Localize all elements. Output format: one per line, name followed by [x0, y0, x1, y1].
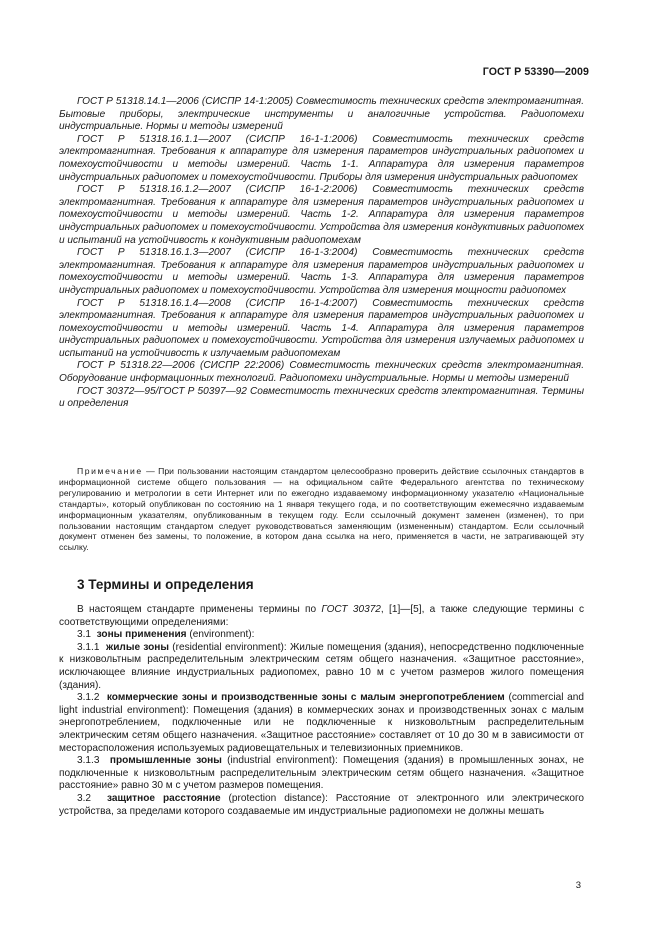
definition-item: [59, 642, 584, 692]
section-title: 3 Термины и определения: [77, 577, 254, 592]
document-header-number: ГОСТ Р 53390—2009: [482, 66, 589, 78]
note-label: Примечание: [77, 466, 143, 476]
reference-item: ГОСТ Р 51318.16.1.1—2007 (СИСПР 16-1-1:2006) Совместимость технических средств электромагнитная. Требования к аппаратуре для измерения параметров индустриальных радиопомех и помехоустойчивости и методы измерений. Часть 1-1. Аппаратура для измерения параметров индустриальных радиопомех и помехоустойчивости. Приборы для измерения индустриальных радиопомех: [59, 133, 584, 183]
definition-number: 3.2: [77, 792, 92, 804]
definition-number: 3.1.3: [77, 755, 100, 767]
section-body: [59, 604, 584, 818]
reference-item: ГОСТ Р 51318.22—2006 (СИСПР 22:2006) Совместимость технических средств электромагнитная. Оборудование информационных технологий. Радиопомехи индустриальные. Нормы и методы измерений: [59, 360, 584, 385]
definition-text: (environment):: [186, 629, 255, 641]
reference-item: ГОСТ Р 51318.16.1.4—2008 (СИСПР 16-1-4:2007) Совместимость технических средств электромагнитная. Требования к аппаратуре для измерения параметров индустриальных радиопомех и помехоустойчивости и методы измерений. Часть 1-4. Аппаратура для измерения параметров индустриальных радиопомех и помехоустойчивости. Устройства для измерения излучаемых радиопомех и испытаний на устойчивость к излучаемым радиопомехам: [59, 297, 584, 359]
reference-item: ГОСТ Р 51318.16.1.3—2007 (СИСПР 16-1-3:2004) Совместимость технических средств электромагнитная. Требования к аппаратуре для измерения параметров индустриальных радиопомех и помехоустойчивости и методы измерений. Часть 1-3. Аппаратура для измерения параметров индустриальных радиопомех и помехоустойчивости. Устройства для измерения мощности радиопомех: [59, 247, 584, 296]
definition-text: (industrial environment): Помещения (здания) в промышленных зонах, не подключенные к низковольтным распределительным электрическим сетям общего назначения. «Защитное расстояние» равно 30 м с учетом размеров помещения.: [59, 755, 584, 792]
definition-text: (commercial and light industrial environment): Помещения (здания) в коммерческих зонах и производственных зонах с малым энергопотреблением, подключенные или не подключенные к низковольтным распределительным электрическим сетям общего назначения. «Защитное расстояние» составляет от 10 до 30 м в зависимости от месторасположения используемых радиовещательных и телевизионных приемников.: [59, 692, 584, 754]
definition-item: [59, 692, 584, 755]
page-number: 3: [575, 880, 581, 891]
definition-number: 3.1.2: [77, 692, 100, 704]
definition-number: 3.1.1: [77, 641, 100, 653]
normative-references-list: [59, 96, 584, 411]
definition-term: зоны применения: [96, 629, 187, 641]
definition-term: коммерческие зоны и производственные зоны с малым энергопотреблением: [106, 692, 505, 704]
definition-text: (residential environment): Жилые помещения (здания), непосредственно подключенные к низковольтным распределительным электрическим сетям общего назначения. «Защитное расстояние», исключающее влияние индустриальных радиопомех, равно 10 м с учетом размеров жилого помещения (здания).: [59, 641, 584, 691]
definition-number: 3.1: [77, 629, 92, 641]
definition-item: [59, 629, 584, 642]
definition-item: [59, 793, 584, 818]
definition-term: промышленные зоны: [109, 755, 222, 767]
note-block: [59, 466, 584, 553]
definition-term: защитное расстояние: [106, 792, 221, 804]
definition-item: [59, 755, 584, 793]
note-text: — При пользовании настоящим стандартом целесообразно проверить действие ссылочных стандартов в информационной системе общего пользования — на официальном сайте Федерального агентства по техническому регулированию и метрологии в сети Интернет или по ежегодно издаваемому информационному указателю «Национальные стандарты», который опубликован по состоянию на 1 января текущего года, и по соответствующим ежемесячно издаваемым информационным указателям, опубликованным в текущем году. Если ссылочный документ заменен (изменен), то при пользовании настоящим стандартом следует руководствоваться заменяющим (измененным) стандартом. Если ссылочный документ отменен без замены, то положение, в котором дана ссылка на него, применяется в части, не затрагивающей эту ссылку.: [59, 466, 584, 553]
reference-item: ГОСТ Р 51318.16.1.2—2007 (СИСПР 16-1-2:2006) Совместимость технических средств электромагнитная. Требования к аппаратуре для измерения параметров индустриальных радиопомех и помехоустойчивости и методы измерений. Часть 1-2. Аппаратура для измерения параметров индустриальных радиопомех и помехоустойчивости. Устройства для измерения кондуктивных радиопомех и испытаний на устойчивость к кондуктивным радиопомехам: [59, 184, 584, 246]
reference-item: ГОСТ Р 51318.14.1—2006 (СИСПР 14-1:2005) Совместимость технических средств электромагнитная. Бытовые приборы, электрические инструменты и аналогичные устройства. Радиопомехи индустриальные. Нормы и методы измерений: [59, 96, 584, 133]
definition-text: (protection distance): Расстояние от электронного или электрического устройства, за пределами которого создаваемые им индустриальные радиопомехи не должны мешать: [59, 792, 585, 817]
reference-item: ГОСТ 30372—95/ГОСТ Р 50397—92 Совместимость технических средств электромагнитная. Термины и определения: [59, 385, 584, 410]
intro-reference: ГОСТ 30372: [321, 604, 381, 615]
section-intro: В настоящем стандарте применены термины по ГОСТ 30372, [1]—[5], а также следующие термины с соответствующими определениями:: [59, 604, 585, 628]
note-paragraph: [59, 466, 584, 553]
definition-term: жилые зоны: [106, 641, 169, 653]
